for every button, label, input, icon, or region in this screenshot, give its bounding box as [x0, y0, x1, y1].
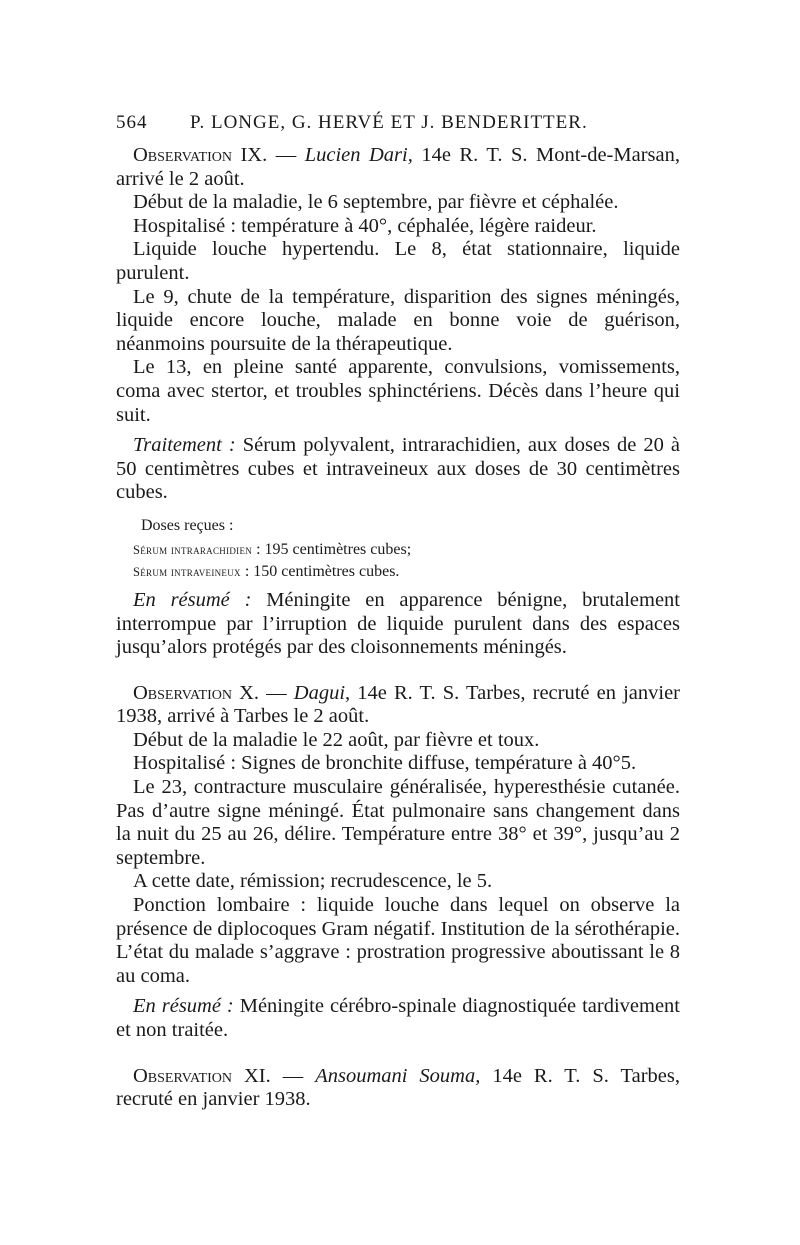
- obs10-heading: [116, 682, 680, 729]
- observation-9: [116, 144, 680, 660]
- obs11-heading: [116, 1065, 680, 1112]
- obs9-patient-name: Lucien Dari,: [304, 144, 413, 166]
- obs10-dash: —: [259, 681, 294, 704]
- obs9-paragraph: Hospitalisé : température à 40°, céphalée, légère raideur.: [133, 214, 597, 237]
- obs9-label: Observation IX.: [133, 144, 268, 166]
- obs11-label: Observation XI.: [133, 1064, 271, 1087]
- dose-value: : 195 centimètres cubes;: [252, 540, 412, 558]
- obs10-heading-rest: 14e R. T. S. Tarbes, recruté en janvier 1938, arrivé à Tarbes le 2 août.: [116, 681, 681, 728]
- obs9-paragraph: Début de la maladie, le 6 septembre, par fièvre et céphalée.: [133, 191, 619, 214]
- obs9-dash: —: [267, 144, 305, 166]
- summary-label: En résumé :: [133, 588, 252, 611]
- obs9-paragraph: Le 9, chute de la température, disparition des signes méningés, liquide encore louche, malade en bonne voie de guérison, néanmoins poursuite de la thérapeutique.: [116, 285, 680, 355]
- obs9-heading: [116, 144, 680, 191]
- treatment-label: Traitement :: [133, 434, 236, 457]
- dose-value: : 150 centimètres cubes.: [240, 562, 400, 580]
- obs10-paragraph: A cette date, rémission; recrudescence, le 5.: [133, 870, 493, 893]
- obs11-heading-rest: 14e R. T. S. Tarbes, recruté en janvier 1938.: [116, 1064, 680, 1111]
- obs10-paragraph: Hospitalisé : Signes de bronchite diffuse, température à 40°5.: [133, 752, 637, 775]
- doses-heading: Doses reçues :: [141, 516, 234, 534]
- observation-11: [116, 1065, 680, 1112]
- observation-10: [116, 682, 680, 1043]
- dose-label: Sérum intrarachidien: [133, 542, 253, 557]
- obs10-patient-name: Dagui,: [293, 681, 351, 704]
- running-title: P. LONGE, G. HERVÉ ET J. BENDERITTER.: [190, 112, 588, 133]
- obs9-treatment: [116, 434, 680, 505]
- dose-line: [116, 561, 680, 583]
- treatment-text: Sérum polyvalent, intrarachidien, aux doses de 20 à 50 centimètres cubes et intraveineux aux doses de 30 centimètres cubes.: [116, 434, 680, 504]
- obs10-label: Observation X.: [133, 681, 260, 704]
- page: [116, 112, 680, 1112]
- doses-block: [116, 515, 680, 583]
- page-number: 564: [116, 112, 148, 133]
- obs9-paragraph: Le 13, en pleine santé apparente, convulsions, vomissements, coma avec stertor, et troubles sphinctériens. Décès dans l’heure qui suit.: [116, 356, 680, 426]
- obs11-dash: —: [270, 1064, 316, 1087]
- dose-label: Sérum intraveineux: [133, 564, 241, 579]
- obs9-summary: [116, 589, 680, 660]
- obs10-paragraph: Début de la maladie le 22 août, par fièvre et toux.: [133, 728, 540, 751]
- summary-text: Méningite en apparence bénigne, brutalement interrompue par l’irruption de liquide purulent dans des espaces jusqu’alors protégés par des cloisonnements méningés.: [116, 588, 680, 659]
- running-head: [116, 112, 680, 134]
- obs10-paragraph: Le 23, contracture musculaire généralisée, hyperesthésie cutanée. Pas d’autre signe méningé. État pulmonaire sans changement dans la nuit du 25 au 26, délire. Température entre 38° et 39°, jusqu’au 2 septembre.: [116, 776, 680, 869]
- obs10-summary: [116, 995, 680, 1042]
- obs9-heading-rest: 14e R. T. S. Mont-de-Marsan, arrivé le 2 août.: [116, 144, 680, 190]
- dose-line: [116, 539, 680, 561]
- summary-label: En résumé :: [133, 995, 234, 1018]
- obs10-paragraph: Ponction lombaire : liquide louche dans lequel on observe la présence de diplocoques Gram négatif. Institution de la sérothérapie. L’état du malade s’aggrave : prostration progressive aboutissant le 8 au coma.: [116, 894, 680, 987]
- obs11-patient-name: Ansoumani Souma,: [315, 1064, 481, 1087]
- obs9-paragraph: Liquide louche hypertendu. Le 8, état stationnaire, liquide purulent.: [116, 238, 680, 284]
- summary-text: Méningite cérébro-spinale diagnostiquée tardivement et non traitée.: [116, 995, 680, 1041]
